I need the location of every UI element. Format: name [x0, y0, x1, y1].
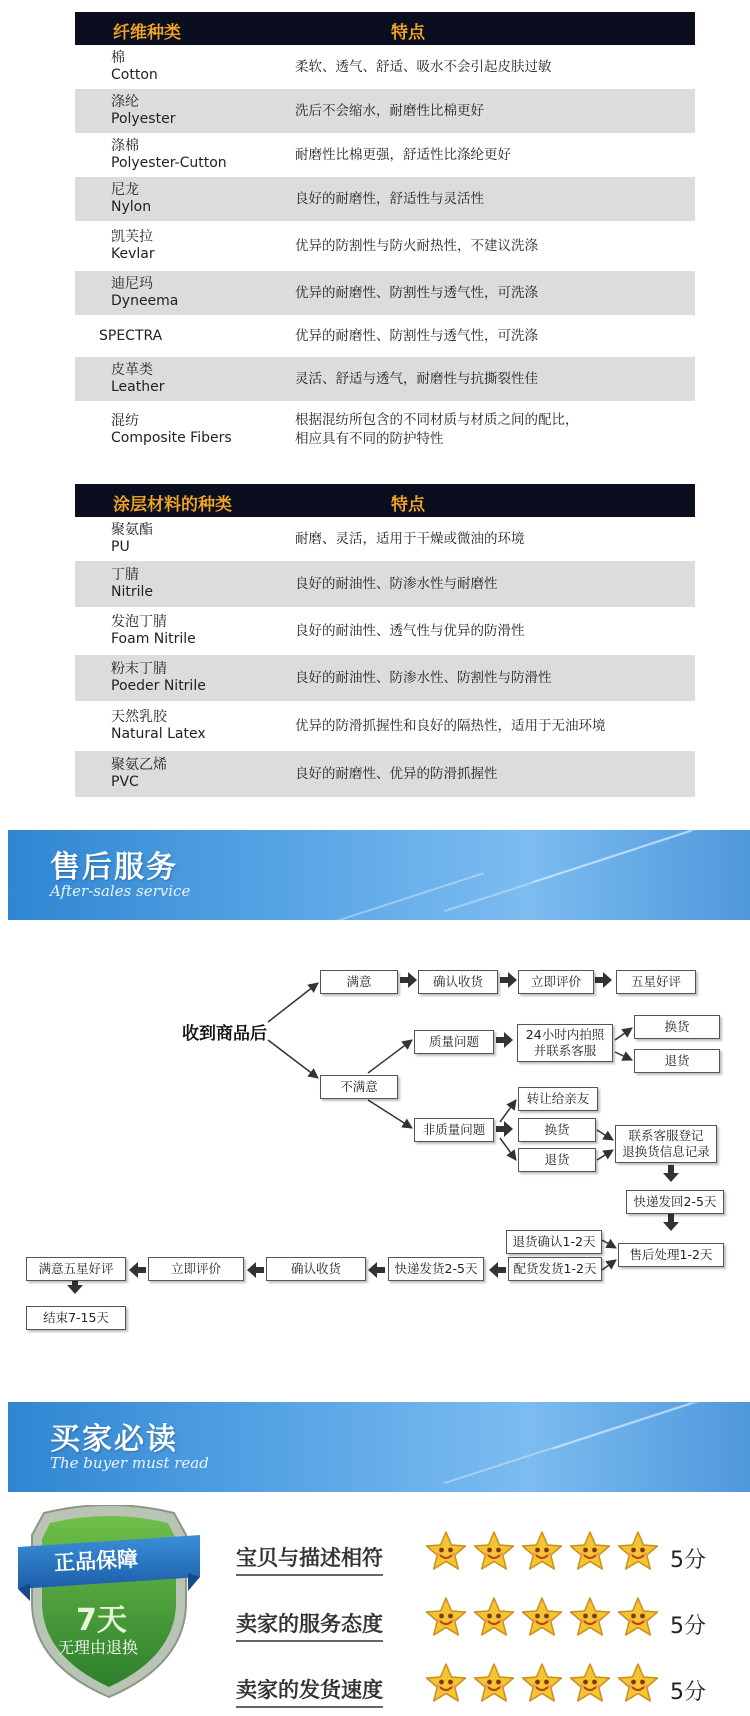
- coating-feature-line: 良好的耐油性、防渗水性、防割性与防滑性: [295, 670, 552, 686]
- star-icon: [520, 1596, 564, 1640]
- star-icon: [616, 1530, 660, 1574]
- fiber-name-en: Polyester: [111, 111, 176, 127]
- flow-photo-contact: [517, 1024, 613, 1062]
- rating-label: 卖家的服务态度: [236, 1608, 383, 1642]
- fiber-feature-line: 优异的耐磨性、防割性与透气性，可洗涤: [295, 285, 538, 301]
- star-icon: [616, 1596, 660, 1640]
- fiber-name-en: Leather: [111, 379, 165, 395]
- flow-register-line2: 退换货信息记录: [622, 1144, 710, 1159]
- coating-name-en: Poeder Nitrile: [111, 678, 206, 694]
- star-icon: [424, 1662, 468, 1706]
- flow-after-process: 售后处理1-2天: [618, 1243, 724, 1267]
- star-icon: [520, 1662, 564, 1706]
- fiber-name-en: SPECTRA: [99, 328, 163, 344]
- coating-name-en: Nitrile: [111, 584, 153, 600]
- coating-name-cn: 粉末丁腈: [111, 661, 167, 677]
- star-icon: [424, 1530, 468, 1574]
- flow-photo-line1: 24小时内拍照: [525, 1027, 605, 1042]
- fiber-name-en: Nylon: [111, 199, 152, 215]
- flow-review-now: 立即评价: [518, 970, 594, 994]
- flow-register-line1: 联系客服登记: [628, 1128, 704, 1143]
- badge-bottom-text: 无理由退换: [58, 1638, 139, 1657]
- coating-name-cn: 聚氨乙烯: [111, 757, 167, 773]
- star-icon: [568, 1596, 612, 1640]
- buyer-banner: [8, 1402, 750, 1492]
- fiber-name-cn: 涤棉: [111, 138, 139, 154]
- fiber-feature-line: 良好的耐磨性，舒适性与灵活性: [295, 191, 484, 207]
- rating-label: 宝贝与描述相符: [236, 1542, 383, 1576]
- badge-days-text: 7天: [76, 1603, 127, 1638]
- after-sales-title: 售后服务: [50, 850, 178, 885]
- badge-top-text: 正品保障: [53, 1546, 139, 1576]
- star-icon: [424, 1596, 468, 1640]
- fiber-feature-line: 洗后不会缩水，耐磨性比棉更好: [295, 103, 484, 119]
- flow-register: [615, 1125, 717, 1163]
- flow-exchange-2: 换货: [518, 1118, 596, 1142]
- fiber-name-cn: 迪尼玛: [111, 276, 153, 292]
- flow-transfer: 转让给亲友: [518, 1087, 598, 1111]
- rating-row: [234, 1662, 714, 1712]
- flow-quality-issue: 质量问题: [414, 1030, 494, 1054]
- rating-label: 卖家的发货速度: [236, 1674, 383, 1708]
- flow-start-label: 收到商品后: [182, 1024, 267, 1044]
- rating-row: [234, 1530, 714, 1580]
- fiber-name-en: Cotton: [111, 67, 158, 83]
- fiber-feature-header: 特点: [391, 23, 425, 43]
- flow-exchange: 换货: [634, 1015, 720, 1039]
- fiber-name-en: Polyester-Cutton: [111, 155, 227, 171]
- flow-non-quality: 非质量问题: [414, 1118, 494, 1142]
- coating-type-header: 涂层材料的种类: [113, 495, 232, 515]
- star-icon: [616, 1662, 660, 1706]
- fiber-feature-line: 耐磨性比棉更强，舒适性比涤纶更好: [295, 147, 511, 163]
- flow-unsatisfied: 不满意: [320, 1075, 398, 1099]
- guarantee-badge: [14, 1505, 204, 1701]
- star-icon: [568, 1530, 612, 1574]
- coating-name-cn: 丁腈: [111, 567, 139, 583]
- coating-name-cn: 聚氨酯: [111, 522, 153, 538]
- coating-name-en: Foam Nitrile: [111, 631, 196, 647]
- fiber-name-cn: 混纺: [111, 413, 139, 429]
- coating-name-cn: 天然乳胶: [111, 709, 167, 725]
- fiber-feature-line: 优异的耐磨性、防割性与透气性，可洗涤: [295, 328, 538, 344]
- coating-feature-line: 良好的耐油性、防渗水性与耐磨性: [295, 576, 498, 592]
- flow-five-star: 五星好评: [616, 970, 696, 994]
- flow-photo-line2: 并联系客服: [533, 1043, 597, 1058]
- coating-name-cn: 发泡丁腈: [111, 614, 167, 630]
- flow-reship: 配货发货1-2天: [508, 1257, 602, 1281]
- fiber-name-cn: 皮革类: [111, 362, 153, 378]
- flow-return: 退货: [634, 1049, 720, 1073]
- fiber-name-en: Composite Fibers: [111, 430, 232, 446]
- coating-feature-header: 特点: [391, 495, 425, 515]
- rating-score: 5分: [670, 1548, 706, 1573]
- fiber-type-header: 纤维种类: [113, 23, 181, 43]
- coating-feature-line: 优异的防滑抓握性和良好的隔热性，适用于无油环境: [295, 718, 606, 734]
- flow-confirm-receipt: 确认收货: [418, 970, 498, 994]
- flow-ship-back: 快递发回2-5天: [626, 1190, 724, 1214]
- coating-name-en: PVC: [111, 774, 139, 790]
- coating-feature-line: 良好的耐油性、透气性与优异的防滑性: [295, 623, 525, 639]
- star-icon: [568, 1662, 612, 1706]
- rating-row: [234, 1596, 714, 1646]
- star-icon: [520, 1530, 564, 1574]
- fiber-feature-line: 柔软、透气、舒适、吸水不会引起皮肤过敏: [295, 59, 552, 75]
- flow-confirm-receipt-2: 确认收货: [266, 1257, 366, 1281]
- flow-end: 结束7-15天: [26, 1306, 126, 1330]
- flow-refund-confirm: 退货确认1-2天: [506, 1230, 602, 1254]
- flow-express: 快递发货2-5天: [388, 1257, 484, 1281]
- fiber-feature-line: 根据混纺所包含的不同材质与材质之间的配比，: [295, 412, 579, 428]
- rating-score: 5分: [670, 1680, 706, 1705]
- star-icon: [472, 1530, 516, 1574]
- flow-satisfied: 满意: [320, 970, 398, 994]
- star-icon: [472, 1662, 516, 1706]
- fiber-name-cn: 凯芙拉: [111, 229, 153, 245]
- star-icon: [472, 1596, 516, 1640]
- fiber-feature-line: 灵活、舒适与透气，耐磨性与抗撕裂性佳: [295, 371, 538, 387]
- coating-feature-line: 良好的耐磨性、优异的防滑抓握性: [295, 766, 498, 782]
- fiber-name-cn: 尼龙: [111, 182, 139, 198]
- buyer-title: 买家必读: [50, 1422, 178, 1457]
- fiber-name-en: Dyneema: [111, 293, 179, 309]
- fiber-feature-line: 相应具有不同的防护特性: [295, 431, 444, 447]
- fiber-name-cn: 涤纶: [111, 94, 139, 110]
- fiber-name-en: Kevlar: [111, 246, 155, 262]
- coating-name-en: PU: [111, 539, 130, 555]
- coating-feature-line: 耐磨、灵活，适用于干燥或微油的环境: [295, 531, 525, 547]
- flow-review-now-2: 立即评价: [148, 1257, 244, 1281]
- buyer-subtitle: The buyer must read: [50, 1454, 209, 1472]
- coating-name-en: Natural Latex: [111, 726, 206, 742]
- rating-score: 5分: [670, 1614, 706, 1639]
- fiber-feature-line: 优异的防割性与防火耐热性，不建议洗涤: [295, 238, 538, 254]
- flow-satisfied-five: 满意五星好评: [26, 1257, 126, 1281]
- fiber-name-cn: 棉: [111, 50, 125, 66]
- flow-return-2: 退货: [518, 1148, 596, 1172]
- after-sales-subtitle: After-sales service: [50, 882, 191, 900]
